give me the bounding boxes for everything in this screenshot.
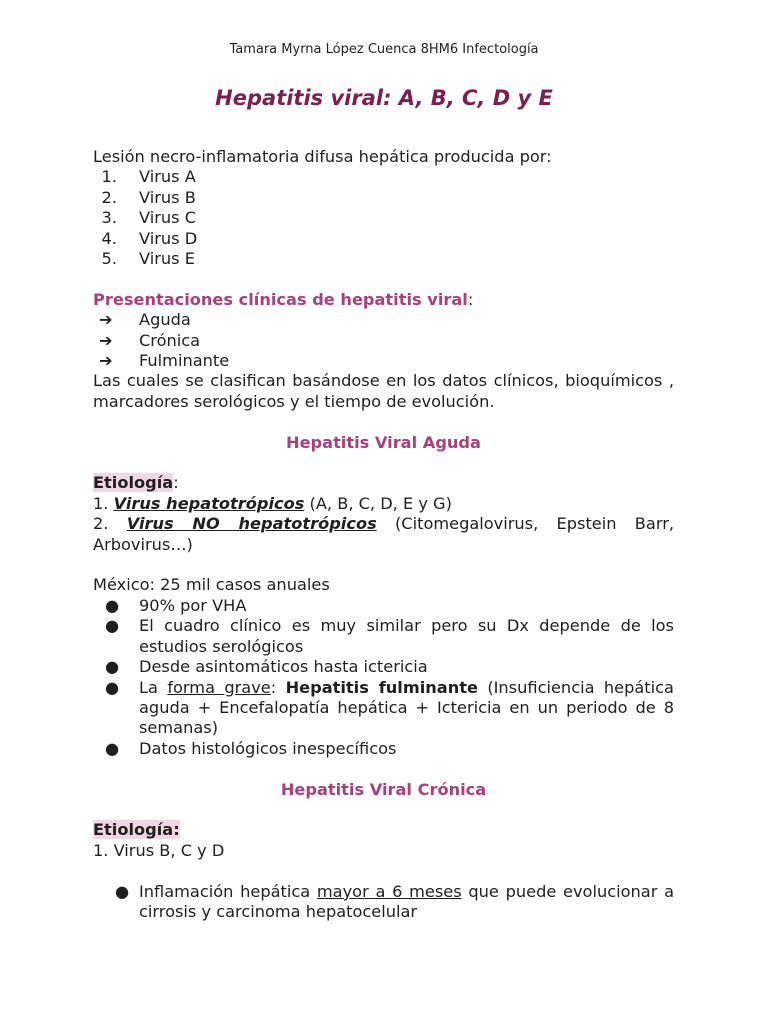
section-heading-acute: Hepatitis Viral Aguda xyxy=(286,432,481,452)
list-item xyxy=(93,167,674,187)
list-item-label: Virus B xyxy=(139,187,196,207)
list-item-label: Virus C xyxy=(139,208,197,228)
arrow-icon: ➔ xyxy=(99,351,113,371)
list-item-label: Desde asintomáticos hasta ictericia xyxy=(139,657,428,677)
list-item xyxy=(93,310,674,330)
chronic-etiology-label-line xyxy=(93,820,674,840)
bullet-icon: ● xyxy=(105,677,120,697)
list-item-label: Crónica xyxy=(139,330,201,350)
list-item xyxy=(93,229,674,249)
etiology-label-line: Etiología: xyxy=(93,473,179,493)
list-item-label: Inflamación hepática mayor a 6 meses que puede evolucionar a cirrosis y carcinoma hepatocelular xyxy=(139,881,674,921)
list-item-label: Datos histológicos inespecíficos xyxy=(139,738,397,758)
etiology-item-2: 2. Virus NO hepatotrópicos (Citomegalovirus, Epstein Barr, xyxy=(93,514,674,534)
mexico-cases: México: 25 mil casos anuales xyxy=(93,575,330,595)
list-item-label: Virus A xyxy=(139,167,196,187)
bullet-icon: ● xyxy=(105,616,120,636)
list-item xyxy=(93,739,674,759)
list-item-label: Virus E xyxy=(139,249,195,269)
list-item-label: Aguda xyxy=(139,310,191,330)
arrow-icon: ➔ xyxy=(99,310,113,330)
list-item xyxy=(93,249,674,269)
list-item xyxy=(93,208,674,228)
bullet-icon: ● xyxy=(105,657,120,677)
list-item xyxy=(93,351,674,371)
list-number: 5. xyxy=(101,249,117,269)
list-number: 3. xyxy=(101,208,117,228)
chronic-etiology-item-1: 1. Virus B, C y D xyxy=(93,840,225,860)
list-item-label: La forma grave: Hepatitis fulminante (Insuficiencia hepática aguda + Encefalopatía hepática + Ictericia en un periodo de 8 semanas) xyxy=(139,677,674,738)
arrow-icon: ➔ xyxy=(99,330,113,350)
document-title: Hepatitis viral: A, B, C, D y E xyxy=(215,86,553,110)
etiology-item-2-continuation: Arbovirus…) xyxy=(93,534,193,554)
list-item-label: El cuadro clínico es muy similar pero su Dx depende de los estudios serológicos xyxy=(139,616,674,656)
bullet-icon: ● xyxy=(105,595,120,615)
etiology-label: Etiología xyxy=(93,473,174,493)
presentations-heading: Presentaciones clínicas de hepatitis viral xyxy=(93,289,468,309)
intro-text: Lesión necro-inflamatoria difusa hepática producida por: xyxy=(93,147,552,166)
section-heading-chronic: Hepatitis Viral Crónica xyxy=(280,779,487,799)
etiology-label: Etiología: xyxy=(93,820,180,840)
bullet-icon: ● xyxy=(115,881,130,901)
list-item xyxy=(93,616,674,657)
list-number: 1. xyxy=(101,167,117,187)
list-item-label: Virus D xyxy=(139,228,198,248)
list-number: 4. xyxy=(101,228,117,248)
bullet-icon: ● xyxy=(105,738,120,758)
presentations-heading-line: Presentaciones clínicas de hepatitis viral: xyxy=(93,289,474,309)
etiology-item-1: 1. Virus hepatotrópicos (A, B, C, D, E y G) xyxy=(93,493,452,513)
list-item-label: 90% por VHA xyxy=(139,595,247,615)
list-item xyxy=(93,882,674,923)
list-item xyxy=(93,331,674,351)
author-line: Tamara Myrna López Cuenca 8HM6 Infectología xyxy=(229,42,539,57)
list-item xyxy=(93,188,674,208)
list-number: 2. xyxy=(101,187,117,207)
list-item xyxy=(93,657,674,677)
list-item xyxy=(93,596,674,616)
list-item-label: Fulminante xyxy=(139,351,230,371)
document-body xyxy=(93,147,674,922)
list-item xyxy=(93,678,674,739)
presentations-note: Las cuales se clasifican basándose en los datos clínicos, bioquímicos , marcadores serológicos y el tiempo de evolución. xyxy=(93,371,674,411)
